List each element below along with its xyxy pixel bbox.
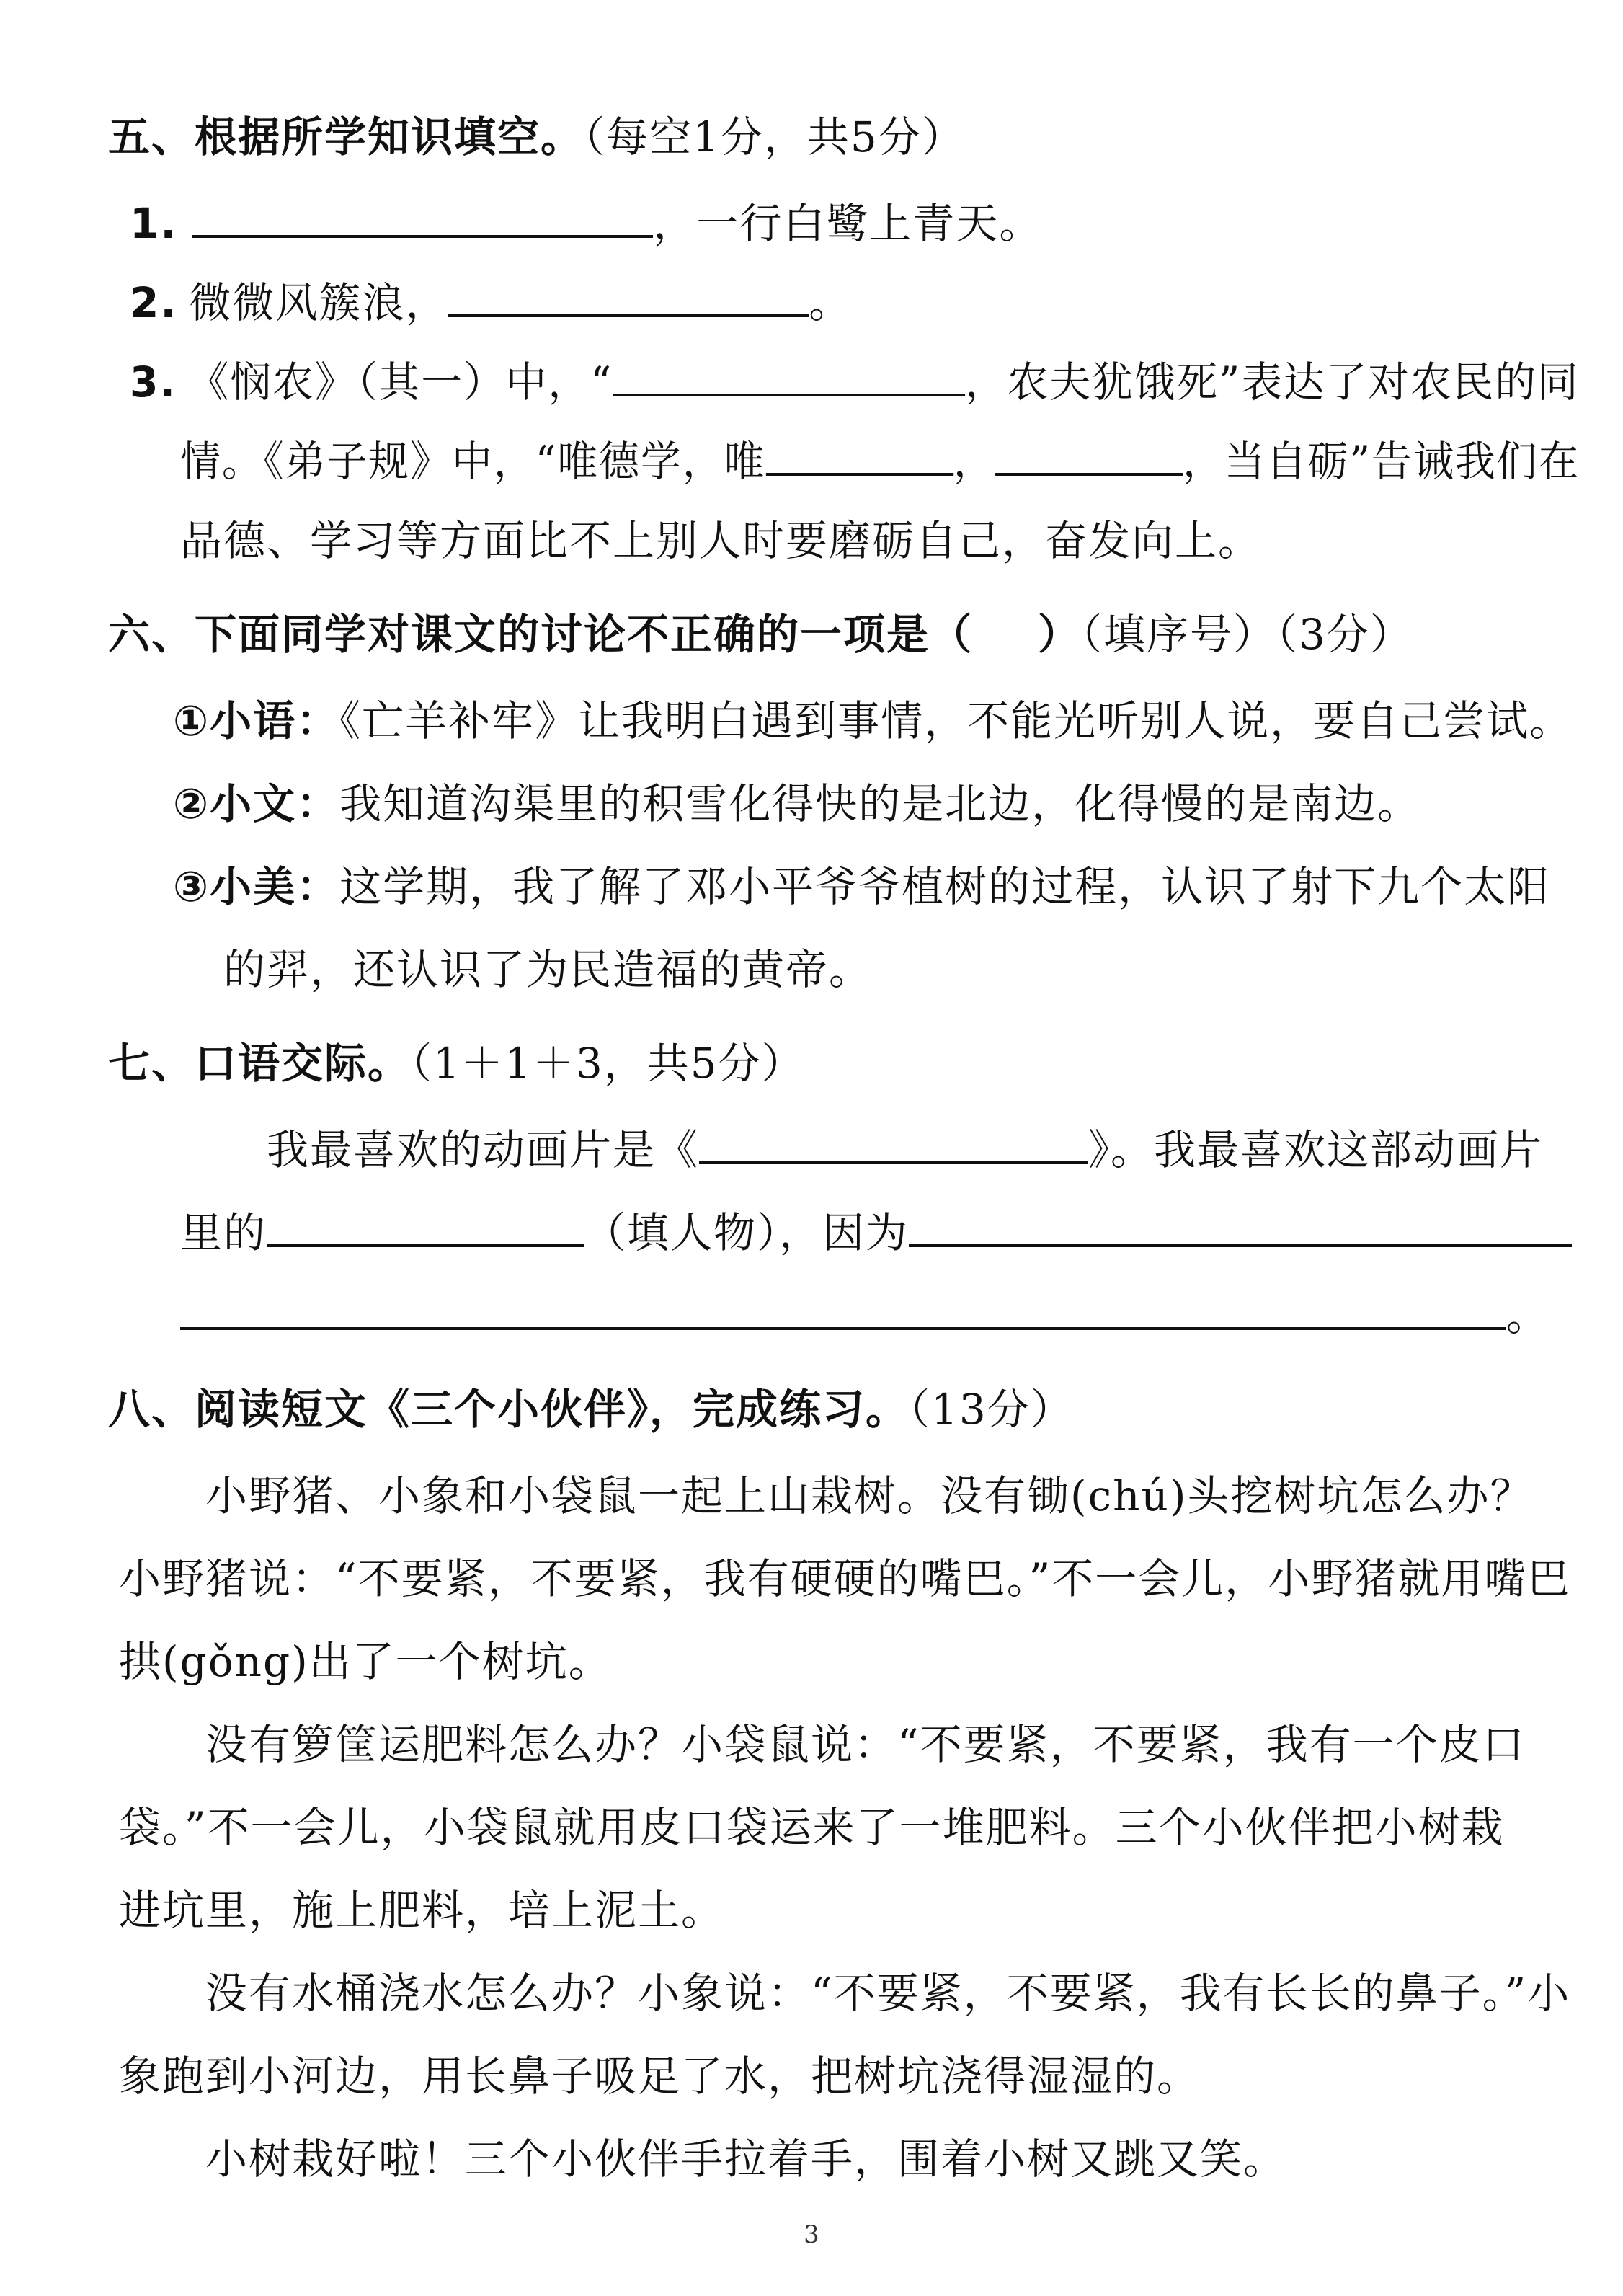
passage-line-7: 没有水桶浇水怎么办？小象说：“不要紧，不要紧，我有长长的鼻子。”小: [205, 1969, 1571, 2018]
q3-line1-before: 《悯农》（其一）中，“: [187, 358, 613, 407]
q2-text-after: 。: [809, 278, 853, 327]
passage-line-2: 小野猪说：“不要紧，不要紧，我有硬硬的嘴巴。”不一会儿，小野猪就用嘴巴: [119, 1554, 1571, 1603]
s7-line1-before: 我最喜欢的动画片是《: [267, 1125, 700, 1174]
section-7-heading: [108, 1034, 805, 1092]
q3-line1-after: ，农夫犹饿死”表达了对农民的同: [965, 358, 1580, 407]
s5-q3-line3: 品德、学习等方面比不上别人时要磨砺自己，奋发向上。: [180, 516, 1262, 565]
q2-text-before: 微微风簇浪，: [189, 278, 449, 327]
s6-option-3: [173, 858, 1550, 916]
s6-option-3-speaker: ③小美：: [173, 862, 340, 911]
section-7-title: 七、口语交际。: [108, 1039, 412, 1088]
q1-text-after: ，一行白鹭上青天。: [653, 199, 1043, 248]
s7-line3: [180, 1287, 1549, 1344]
s6-option-2-text: 我知道沟渠里的积雪化得快的是北边，化得慢的是南边。: [339, 779, 1421, 828]
section-8-score-note: （13分）: [909, 1385, 1074, 1434]
passage-line-1: 小野猪、小象和小袋鼠一起上山栽树。没有锄(chú)头挖树坑怎么办？: [205, 1471, 1534, 1520]
s7-line1: [267, 1121, 1543, 1179]
section-5-score-note: （每空1分，共5分）: [584, 112, 965, 161]
section-5-heading: [108, 108, 965, 166]
page-number: 3: [804, 2220, 819, 2249]
q1-number: 1.: [130, 199, 178, 248]
s7-cartoon-blank[interactable]: [699, 1121, 1088, 1164]
passage-line-5: 袋。”不一会儿，小袋鼠就用皮口袋运来了一堆肥料。三个小伙伴把小树栽: [119, 1803, 1505, 1852]
q3-line2-before: 情。《弟子规》中，“唯德学，唯: [180, 437, 766, 486]
q3-line2-mid: ，: [953, 437, 995, 486]
section-6-title: 六、下面同学对课文的讨论不正确的一项是（: [108, 610, 974, 659]
passage-line-3: 拱(gǒng)出了一个树坑。: [119, 1637, 612, 1686]
passage-line-9: 小树栽好啦！三个小伙伴手拉着手，围着小树又跳又笑。: [205, 2135, 1287, 2184]
s7-line3-end: 。: [1506, 1291, 1550, 1340]
section-6-heading: [108, 606, 1413, 663]
s6-option-3-continued: 的羿，还认识了为民造福的黄帝。: [223, 945, 873, 994]
passage-line-6: 进坑里，施上肥料，培上泥土。: [119, 1886, 725, 1935]
s6-option-1-text: 《亡羊补牢》让我明白遇到事情，不能光听别人说，要自己尝试。: [339, 696, 1573, 745]
s6-option-1: [173, 692, 1573, 750]
section-6-score-note: （填序号）（3分）: [1081, 610, 1413, 659]
s5-q2: [130, 274, 852, 332]
s6-option-2-speaker: ②小文：: [173, 779, 340, 828]
q3-blank-2[interactable]: [766, 433, 953, 476]
s7-character-blank[interactable]: [267, 1204, 584, 1247]
s6-option-1-speaker: ①小语：: [173, 696, 340, 745]
s5-q3-line2: [180, 433, 1580, 490]
s7-line2: [180, 1204, 1572, 1262]
s7-reason-blank-2[interactable]: [180, 1287, 1506, 1330]
section-5-title: 五、根据所学知识填空。: [108, 112, 584, 161]
s7-line1-after: 》。我最喜欢这部动画片: [1088, 1125, 1544, 1174]
s7-reason-blank-1[interactable]: [909, 1204, 1572, 1247]
s7-line2-before: 里的: [180, 1208, 267, 1257]
s6-option-3-text: 这学期，我了解了邓小平爷爷植树的过程，认识了射下九个太阳: [339, 862, 1551, 911]
s6-option-2: [173, 775, 1420, 833]
s5-q3-line1: [130, 353, 1580, 411]
q1-blank[interactable]: [192, 195, 653, 238]
q3-blank-1[interactable]: [613, 353, 965, 396]
section-7-score-note: （1＋1＋3，共5分）: [411, 1039, 805, 1088]
passage-line-8: 象跑到小河边，用长鼻子吸足了水，把树坑浇得湿湿的。: [119, 2052, 1201, 2101]
q3-number: 3.: [130, 358, 177, 407]
q3-blank-3[interactable]: [995, 433, 1183, 476]
section-8-heading: [108, 1380, 1074, 1438]
section-6-title-end: ）: [1038, 610, 1082, 659]
s5-q1: [130, 195, 1042, 252]
q2-number: 2.: [130, 278, 178, 327]
passage-line-4: 没有箩筐运肥料怎么办？小袋鼠说：“不要紧，不要紧，我有一个皮口: [205, 1720, 1526, 1769]
q3-line2-after: ，当自砺”告诫我们在: [1183, 437, 1580, 486]
q2-blank[interactable]: [448, 274, 809, 317]
s7-line2-mid: （填人物），因为: [584, 1208, 910, 1257]
section-8-title: 八、阅读短文《三个小伙伴》，完成练习。: [108, 1385, 910, 1434]
